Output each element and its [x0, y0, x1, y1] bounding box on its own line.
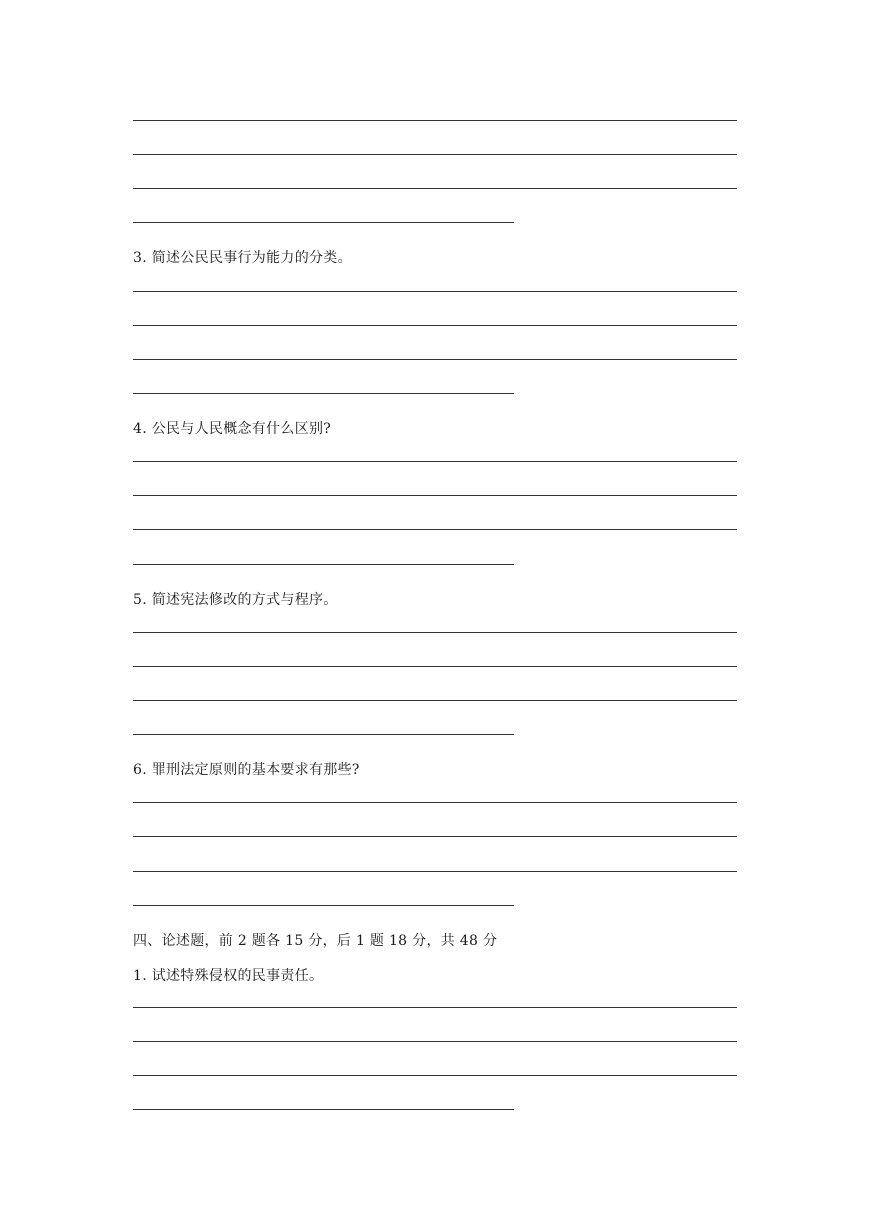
answer-line: [133, 461, 737, 462]
answer-line: [133, 666, 737, 667]
answer-line: [133, 836, 737, 837]
answer-line: [133, 905, 514, 906]
answer-line: [133, 564, 514, 565]
answer-line: [133, 871, 737, 872]
question-4: 4. 公民与人民概念有什么区别?: [133, 421, 332, 437]
answer-line: [133, 1041, 737, 1042]
question-3: 3. 简述公民民事行为能力的分类。: [133, 250, 352, 266]
answer-line: [133, 359, 737, 360]
answer-line: [133, 291, 737, 292]
answer-line: [133, 222, 514, 223]
answer-line: [133, 802, 737, 803]
answer-line: [133, 495, 737, 496]
answer-line: [133, 393, 514, 394]
answer-line: [133, 154, 737, 155]
answer-line: [133, 1109, 514, 1110]
question-6: 6. 罪刑法定原则的基本要求有那些?: [133, 762, 360, 778]
essay-question-1: 1. 试述特殊侵权的民事责任。: [133, 968, 324, 984]
answer-line: [133, 529, 737, 530]
section-heading: 四、论述题，前 2 题各 15 分，后 1 题 18 分，共 48 分: [133, 933, 498, 949]
answer-line: [133, 325, 737, 326]
answer-line: [133, 700, 737, 701]
answer-line: [133, 734, 514, 735]
answer-line: [133, 1075, 737, 1076]
question-5: 5. 简述宪法修改的方式与程序。: [133, 592, 338, 608]
answer-line: [133, 188, 737, 189]
answer-line: [133, 120, 737, 121]
answer-line: [133, 1007, 737, 1008]
answer-line: [133, 632, 737, 633]
